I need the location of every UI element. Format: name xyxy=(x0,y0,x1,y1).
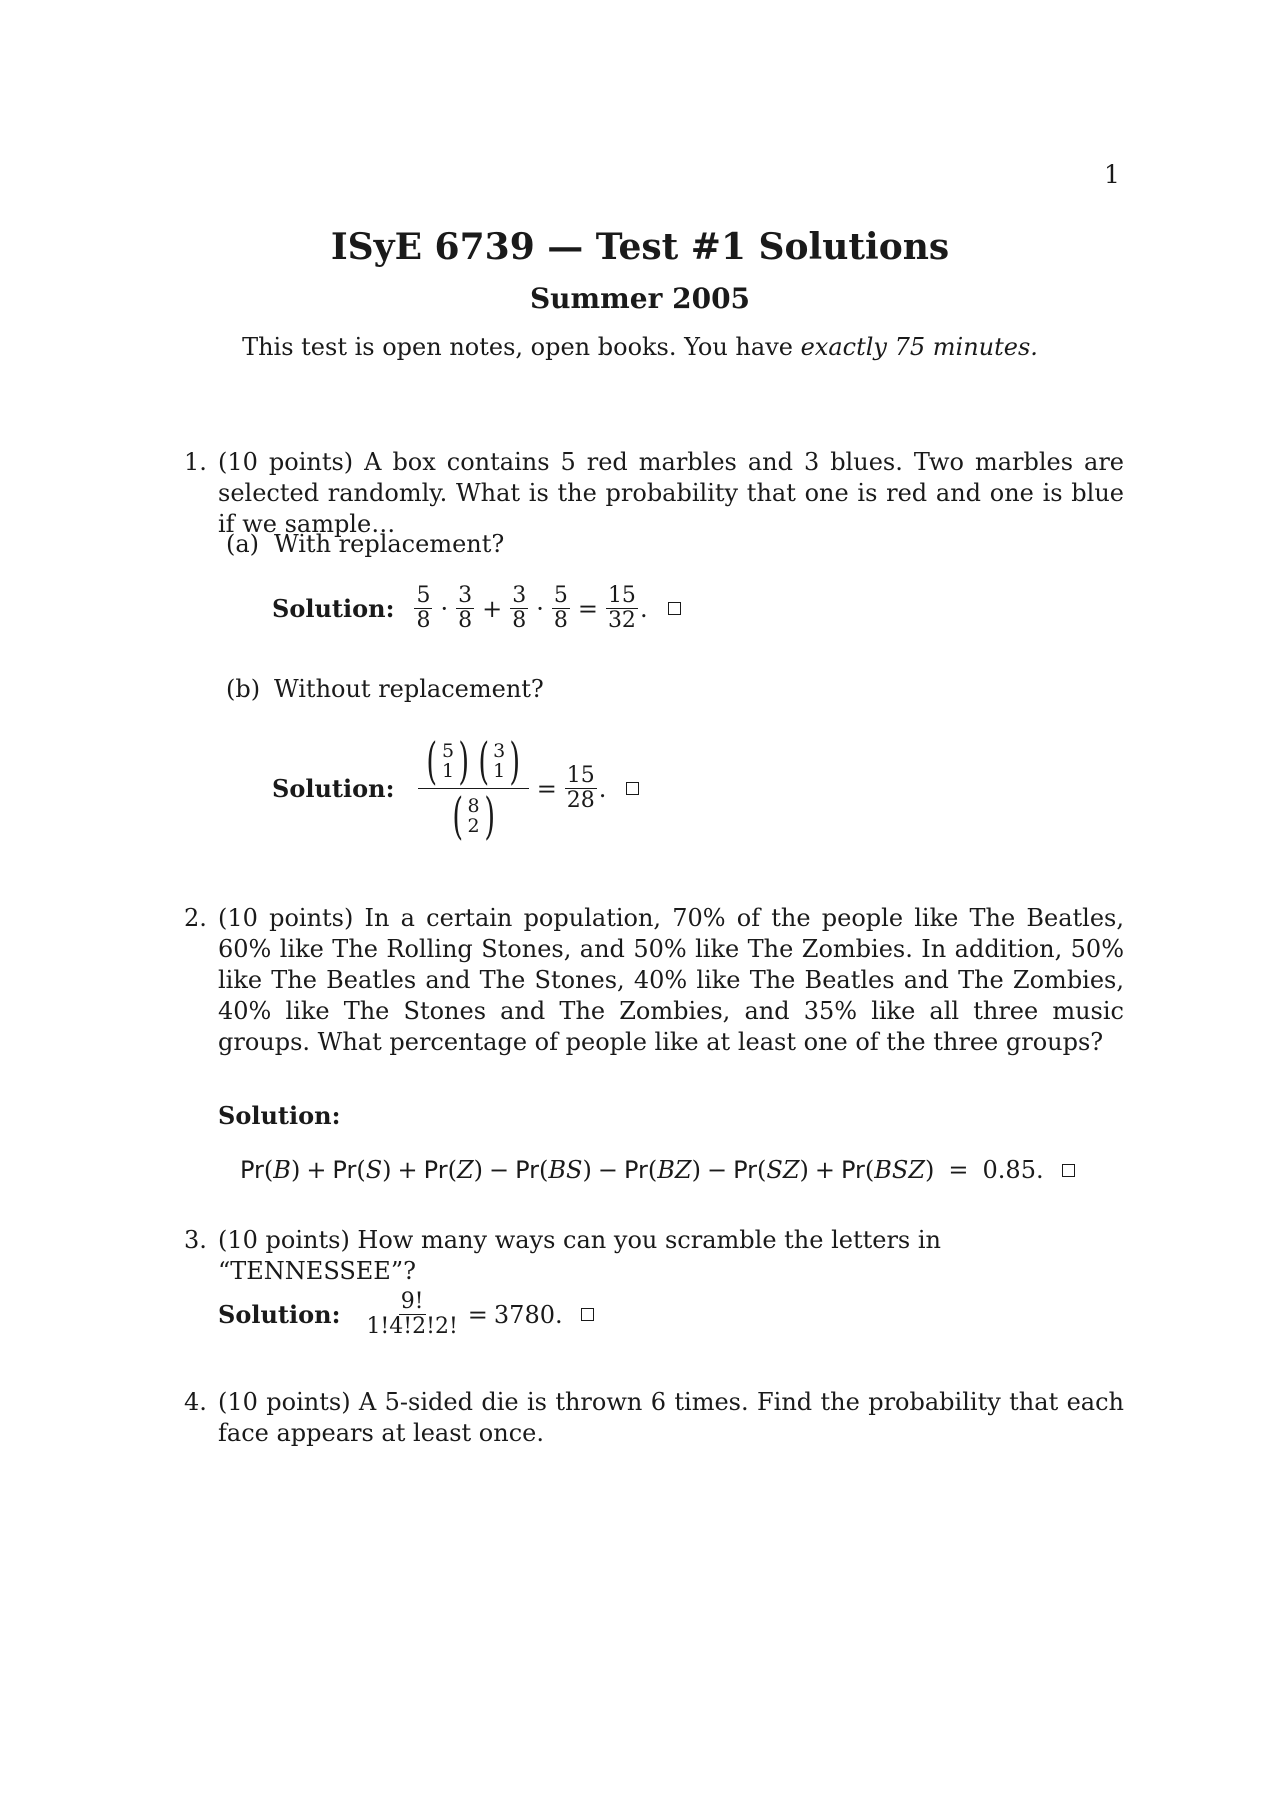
qed-square-icon xyxy=(581,1308,594,1321)
qed-square-icon xyxy=(668,602,681,615)
problem-3 xyxy=(184,1225,1124,1287)
problem-3-solution: Solution: $\frac{9!}{1!4!2!2!}$ = 3780. xyxy=(218,1290,594,1339)
problem-number: 1. xyxy=(184,448,207,476)
page-number: 1 xyxy=(1104,160,1120,189)
part-text: Without replacement? xyxy=(274,675,544,703)
solution-label: Solution: xyxy=(272,594,395,623)
problem-1-part-a xyxy=(226,530,504,558)
binomial: ( 5 1 ) xyxy=(426,732,470,790)
fraction: $\frac{5}{8}$ xyxy=(553,583,568,633)
problem-1a-solution: Solution: $\frac{5}{8}$ · $\frac{3}{8}$ + $\frac{3}{8}$ · $\frac{5}{8}$ = $\frac{15}{32}$ . xyxy=(272,584,681,633)
fraction: $\frac{15}{32}$ xyxy=(607,583,636,633)
fraction: $\frac{3}{8}$ xyxy=(512,583,527,633)
instructions-emphasis: exactly 75 minutes. xyxy=(800,333,1038,361)
problem-number: 4. xyxy=(184,1388,207,1416)
fraction: $\frac{15}{28}$ xyxy=(566,763,595,813)
solution-label: Solution: xyxy=(272,774,395,803)
solution-label: Solution: xyxy=(218,1101,341,1130)
problem-text: (10 points) How many ways can you scramble the letters in “TENNESSEE”? xyxy=(218,1226,941,1285)
solution-label: Solution: xyxy=(218,1300,341,1329)
problem-4 xyxy=(184,1387,1124,1449)
instructions xyxy=(0,333,1280,361)
problem-1 xyxy=(184,447,1124,540)
problem-2-solution: Pr ( B ) + Pr ( S ) + Pr ( Z ) − Pr ( BS ) − Pr ( BZ ) − Pr ( SZ ) + Pr ( BSZ ) = 0.85. xyxy=(240,1156,1075,1184)
part-label: (a) xyxy=(226,530,260,558)
problem-text: (10 points) A box contains 5 red marbles and 3 blues. Two marbles are selected randomly. What is the probability that one is red and one is blue if we sample… xyxy=(218,448,1124,538)
fraction: $\frac{9!}{1!4!2!2!}$ xyxy=(366,1289,458,1339)
qed-square-icon xyxy=(626,782,639,795)
fraction: $\frac{3}{8}$ xyxy=(458,583,473,633)
problem-2 xyxy=(184,903,1124,1058)
fraction: $\frac{5}{8}$ xyxy=(416,583,431,633)
binomial: ( 3 1 ) xyxy=(477,732,521,790)
binomial-fraction xyxy=(418,732,528,845)
page-subtitle: Summer 2005 xyxy=(529,282,751,315)
part-text: With replacement? xyxy=(274,530,505,558)
instructions-text: This test is open notes, open books. You have xyxy=(242,333,801,361)
problem-number: 3. xyxy=(184,1226,207,1254)
problem-1-part-b xyxy=(226,675,544,703)
problem-text: (10 points) In a certain population, 70% of the people like The Beatles, 60% like The Rolling Stones, and 50% like The Zombies. In addition, 50% like The Beatles and The Stones, 40% like The Beatles and The Zombies, 40% like The Stones and The Zombies, and 35% like all three music groups. What percentage of people like at least one of the three groups? xyxy=(218,904,1124,1056)
problem-1b-solution: Solution: ( 5 1 ) ( 3 1 ) ( 8 2 ) = $\frac{15}{28}$ . xyxy=(272,736,639,841)
qed-square-icon xyxy=(1062,1164,1075,1177)
part-label: (b) xyxy=(226,675,261,703)
page-title: ISyE 6739 — Test #1 Solutions xyxy=(330,226,950,268)
problem-text: (10 points) A 5-sided die is thrown 6 times. Find the probability that each face appears at least once. xyxy=(218,1388,1124,1447)
problem-number: 2. xyxy=(184,904,207,932)
binomial: ( 8 2 ) xyxy=(452,787,495,845)
